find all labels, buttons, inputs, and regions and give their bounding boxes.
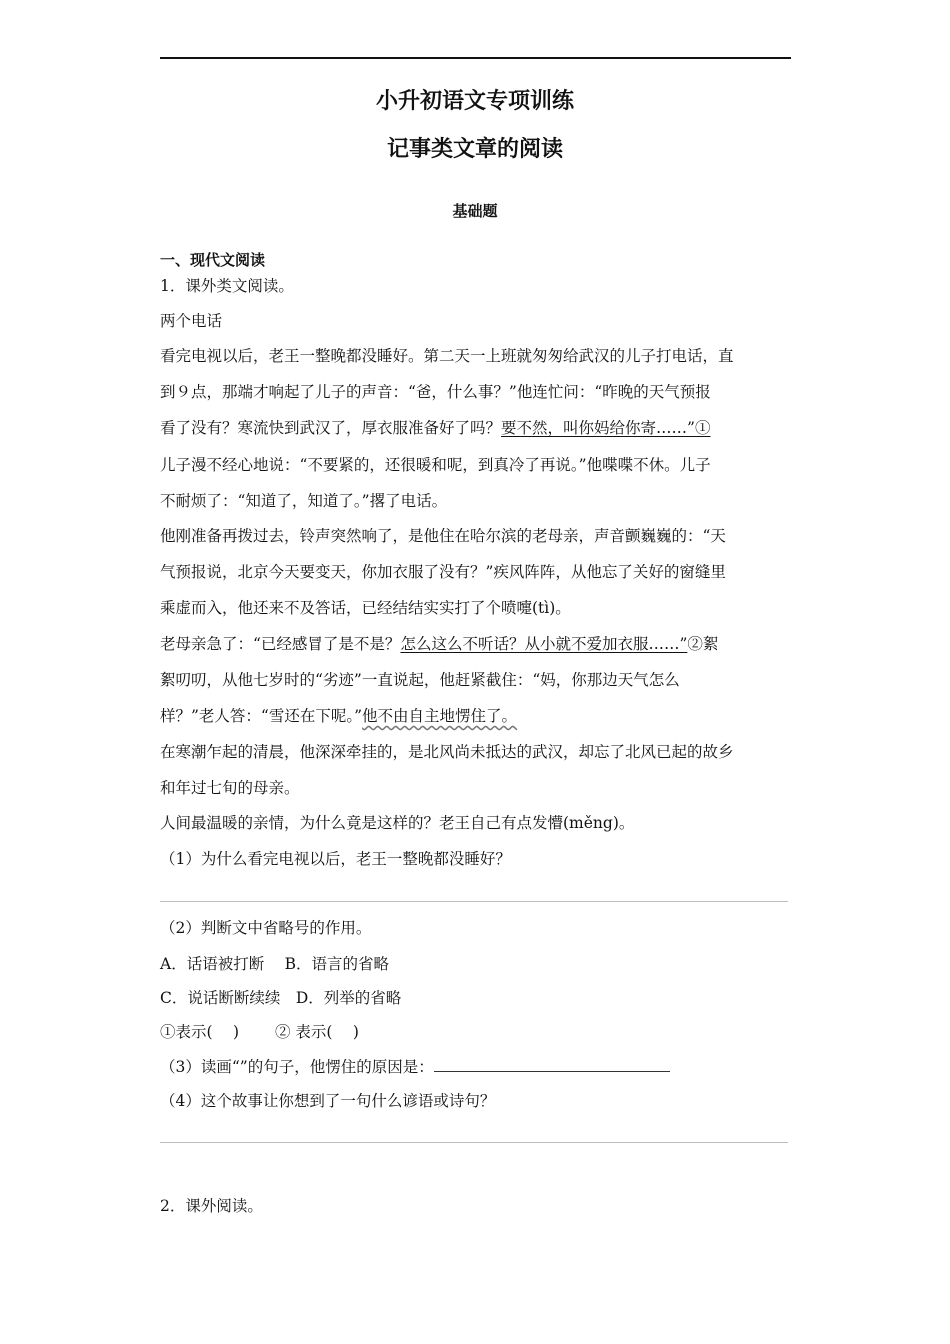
paragraph-line: 絮叨叨，从他七岁时的“劣迹”一直说起，他赶紧截住：“妈，你那边天气怎么 — [160, 671, 680, 689]
question-1-1: （1）为什么看完电视以后，老王一整晚都没睡好？ — [160, 850, 511, 868]
section-heading: 一、现代文阅读 — [160, 251, 266, 269]
answer-line[interactable] — [160, 901, 788, 902]
main-title: 小升初语文专项训练 — [375, 89, 574, 114]
paragraph-line — [160, 706, 517, 726]
text-segment: ②絮 — [687, 635, 719, 653]
answer-blank[interactable] — [434, 1057, 670, 1072]
question-1-4: （4）这个故事让你想到了一句什么谚语或诗句？ — [160, 1092, 496, 1110]
wavy-underlined-sentence: 他不由自主地愣住了。 — [362, 707, 518, 725]
paragraph-line — [160, 634, 718, 654]
fill-in-answers: ①表示( ) ② 表示( ) — [160, 1023, 359, 1041]
passage-title: 两个电话 — [160, 312, 223, 330]
paragraph-line: 他刚准备再拨过去，铃声突然响了，是他住在哈尔滨的老母亲，声音颤巍巍的：“天 — [160, 527, 726, 545]
underlined-sentence-1: 要不然，叫你妈给你寄……”① — [501, 419, 711, 437]
question-text: （3）读画“”的句子，他愣住的原因是： — [160, 1058, 434, 1076]
underlined-sentence-2: 怎么这么不听话？从小就不爱加衣服……” — [400, 635, 688, 653]
question-1-2: （2）判断文中省略号的作用。 — [160, 919, 372, 937]
paragraph-line: 看完电视以后，老王一整晚都没睡好。第二天一上班就匆匆给武汉的儿子打电话，直 — [160, 347, 734, 365]
paragraph-line: 人间最温暖的亲情，为什么竟是这样的？老王自己有点发懵(měng)。 — [160, 814, 635, 832]
text-segment: 样？”老人答：“雪还在下呢。” — [160, 707, 363, 725]
options-cd: C．说话断断续续 D．列举的省略 — [160, 989, 402, 1007]
answer-line[interactable] — [160, 1142, 788, 1143]
question-1-intro: 1．课外类文阅读。 — [160, 277, 294, 295]
question-1-3 — [160, 1057, 670, 1077]
options-ab: A．话语被打断 B．语言的省略 — [160, 955, 390, 973]
paragraph-line: 乘虚而入，他还来不及答话，已经结结实实打了个喷嚏(tì)。 — [160, 599, 571, 617]
paragraph-line: 到９点，那端才响起了儿子的声音：“爸，什么事？”他连忙问：“昨晚的天气预报 — [160, 383, 711, 401]
paragraph-line: 和年过七旬的母亲。 — [160, 779, 300, 797]
text-segment: 老母亲急了：“已经感冒了是不是？ — [160, 635, 401, 653]
text-segment: 看了没有？寒流快到武汉了，厚衣服准备好了吗？ — [160, 419, 502, 437]
section-label: 基础题 — [452, 202, 498, 220]
question-2-intro: 2．课外阅读。 — [160, 1197, 263, 1215]
paragraph-line: 儿子漫不经心地说：“不要紧的，还很暖和呢，到真冷了再说。”他喋喋不休。儿子 — [160, 456, 711, 474]
top-rule — [160, 57, 791, 59]
paragraph-line: 在寒潮乍起的清晨，他深深牵挂的，是北风尚未抵达的武汉，却忘了北风已起的故乡 — [160, 743, 734, 761]
paragraph-line — [160, 418, 710, 438]
sub-title: 记事类文章的阅读 — [386, 137, 563, 162]
paragraph-line: 不耐烦了：“知道了，知道了。”撂了电话。 — [160, 492, 448, 510]
paragraph-line: 气预报说，北京今天要变天，你加衣服了没有？”疾风阵阵，从他忘了关好的窗缝里 — [160, 563, 726, 581]
